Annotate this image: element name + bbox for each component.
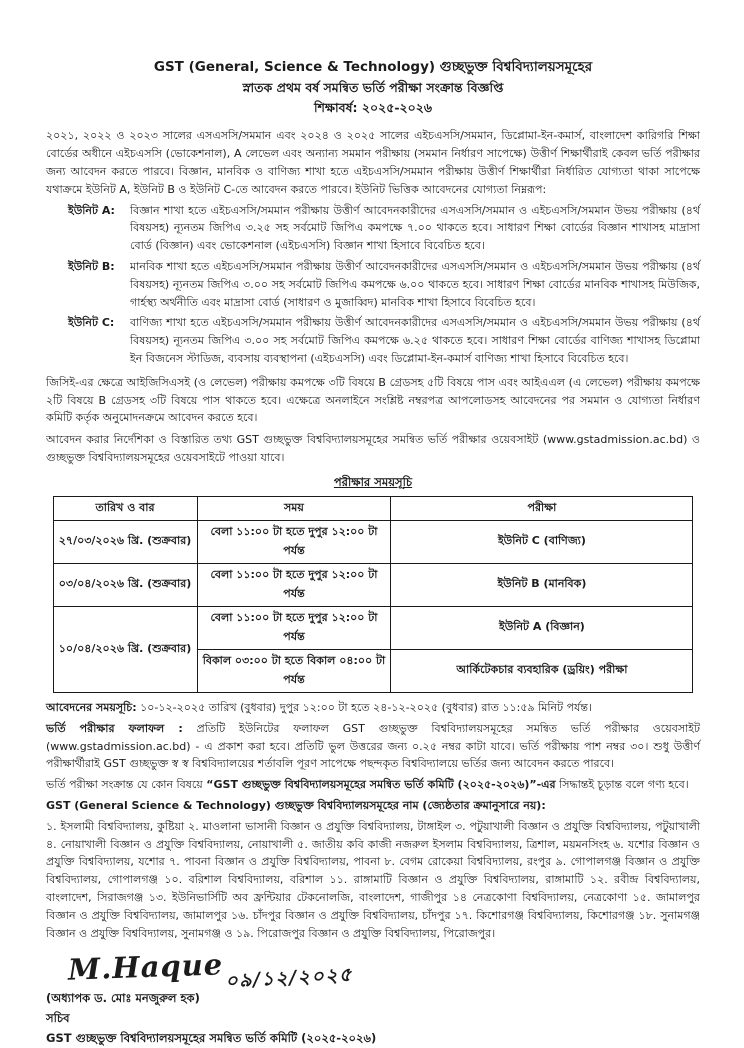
unit-c-text: বাণিজ্য শাখা হতে এইচএসসি/সমমান পরীক্ষায় উত্তীর্ণ আবেদনকারীদের এসএসসি/সমমান ও এইচএসসি/সমমান উভয় পরীক্ষায় (৪র্থ বিষয়সহ) ন্যূনতম জিপিএ ৩.০০ সহ সর্বমোট জিপিএ কমপক্ষে ৬.২৫ থাকতে হবে। সাধারণ শিক্ষা বোর্ডের বাণিজ্য শাখাসহ ডিপ্লোমা ইন বিজনেস স্টাডিজ, ব্যবসায় ব্যবস্থাপনা (এইচএসসি) এবং ডিপ্লোমা-ইন-কমার্স বাণিজ্য শাখা হিসাবে বিবেচিত হবে। — [130, 316, 700, 366]
unit-c-label: ইউনিট C: — [68, 316, 115, 330]
notice-title-line2: স্নাতক প্রথম বর্ষ সমন্বিত ভর্তি পরীক্ষা সংক্রান্ত বিজ্ঞপ্তি — [242, 80, 504, 96]
application-period-paragraph — [46, 699, 700, 717]
schedule-row-unit-b — [53, 563, 693, 606]
handwritten-signature — [46, 947, 700, 993]
schedule-header-exam: পরীক্ষা — [391, 496, 693, 520]
schedule-date-cell: ১০/০৪/২০২৬ খ্রি. (শুক্রবার) — [53, 606, 197, 692]
exam-schedule-title: পরীক্ষার সময়সূচি — [333, 474, 413, 489]
schedule-header-time: সময় — [197, 496, 391, 520]
signatory-designation: সচিব — [46, 1011, 70, 1025]
gce-requirement-paragraph: জিসিই-এর ক্ষেত্রে আইজিসিএসই (ও লেভেল) পরীক্ষায় কমপক্ষে ৩টি বিষয়ে B গ্রেডসহ ৫টি বিষয়ে পাস এবং আইএএল (এ লেভেল) পরীক্ষায় কমপক্ষে ২টি বিষয়ে B গ্রেডসহ ৩টি বিষয়ে পাস থাকতে হবে। এক্ষেত্রে অনলাইনে সংশ্লিষ্ট নম্বরপত্র আপলোডসহ আবেদনের পর সমমান ও যোগ্যতা নির্ধারণ কমিটি কর্তৃক অনুমোদনক্রমে আবেদন করতে হবে। — [46, 375, 700, 425]
schedule-time-cell: বিকাল ০৩:০০ টা হতে বিকাল ০৪:০০ টা পর্যন্ত — [197, 649, 391, 692]
application-period-lead: আবেদনের সময়সূচি: — [46, 700, 137, 714]
unit-a-requirement — [68, 202, 700, 255]
schedule-exam-cell: আর্কিটেকচার ব্যবহারিক (ড্রয়িং) পরীক্ষা — [391, 649, 693, 692]
result-info-text: প্রতিটি ইউনিটের ফলাফল GST গুচ্ছভুক্ত বিশ্ববিদ্যালয়সমূহের সমন্বিত ভর্তি পরীক্ষার ওয়েবসাইট (www.gstadmission.ac.bd) - এ প্রকাশ করা হবে। প্রতিটি ভুল উত্তরের জন্য ০.২৫ নম্বর কাটা যাবে। ভর্তি পরীক্ষায় পাশ নম্বর ৩০। শুধু উত্তীর্ণ পরীক্ষার্থীরাই GST গুচ্ছভুক্ত স্ব স্ব বিশ্ববিদ্যালয়ের শর্তাবলি পূরণ সাপেক্ষে পছন্দকৃত বিশ্ববিদ্যালয়ে ভর্তির জন্য আবেদন করতে পারবে। — [46, 721, 700, 771]
schedule-header-row — [53, 496, 693, 520]
result-info-paragraph — [46, 720, 700, 773]
schedule-time-cell: বেলা ১১:০০ টা হতে দুপুর ১২:০০ টা পর্যন্ত — [197, 606, 391, 649]
schedule-header-date: তারিখ ও বার — [53, 496, 197, 520]
exam-schedule-section — [46, 474, 700, 693]
schedule-date-cell: ২৭/০৩/২০২৬ খ্রি. (শুক্রবার) — [53, 520, 197, 563]
schedule-row-unit-a — [53, 606, 693, 649]
signature-script: M.Haque — [67, 947, 224, 988]
admission-notice-document — [46, 56, 700, 1048]
notice-header — [46, 56, 700, 118]
unit-b-label: ইউনিট B: — [68, 259, 115, 273]
schedule-exam-cell: ইউনিট C (বাণিজ্য) — [391, 520, 693, 563]
signatory-name: (অধ্যাপক ড. মোঃ মনজুরুল হক) — [46, 991, 200, 1006]
result-info-lead: ভর্তি পরীক্ষার ফলাফল : — [46, 721, 183, 735]
schedule-time-cell: বেলা ১১:০০ টা হতে দুপুর ১২:০০ টা পর্যন্ত — [197, 520, 391, 563]
unit-a-label: ইউনিট A: — [68, 203, 115, 217]
unit-b-text: মানবিক শাখা হতে এইচএসসি/সমমান পরীক্ষায় উত্তীর্ণ আবেদনকারীদের এসএসসি/সমমান ও এইচএসসি/সমমান উভয় পরীক্ষায় (৪র্থ বিষয়সহ) ন্যূনতম জিপিএ ৩.০০ সহ সর্বমোট জিপিএ কমপক্ষে ৬.০০ থাকতে হবে। সাধারণ শিক্ষা বোর্ডের মানবিক শাখাসহ মিউজিক, গার্হস্থ্য অর্থনীতি এবং মাদ্রাসা বোর্ড (সাধারণ ও মুজাব্বিদ) মানবিক শাখা হিসাবে বিবেচিত হবে। — [130, 259, 700, 309]
unit-b-requirement — [68, 258, 700, 311]
committee-decision-paragraph — [46, 776, 700, 794]
schedule-exam-cell: ইউনিট A (বিজ্ঞান) — [391, 606, 693, 649]
committee-decision-pre: ভর্তি পরীক্ষা সংক্রান্ত যে কোন বিষয়ে — [46, 778, 207, 792]
schedule-exam-cell: ইউনিট B (মানবিক) — [391, 563, 693, 606]
application-period-text: ১০-১২-২০২৫ তারিখ (বুধবার) দুপুর ১২:০০ টা হতে ২৪-১২-২০২৫ (বুধবার) রাত ১১:৫৯ মিনিট পর্যন্ত। — [136, 700, 592, 714]
committee-decision-bold: “GST গুচ্ছভুক্ত বিশ্ববিদ্যালয়সমূহের সমন্বিত ভর্তি কমিটি (২০২৫-২০২৬)”-এর — [206, 778, 556, 792]
unit-a-text: বিজ্ঞান শাখা হতে এইচএসসি/সমমান পরীক্ষায় উত্তীর্ণ আবেদনকারীদের এসএসসি/সমমান ও এইচএসসি/সমমান উভয় পরীক্ষায় (৪র্থ বিষয়সহ) ন্যূনতম জিপিএ ৩.২৫ সহ সর্বমোট জিপিএ কমপক্ষে ৭.০০ থাকতে হবে। সাধারণ শিক্ষা বোর্ডের বিজ্ঞান শাখাসহ মাদ্রাসা বোর্ড (বিজ্ঞান) এবং ভোকেশনাল (এইচএসসি) বিজ্ঞান শাখা হিসাবে বিবেচিত হবে। — [130, 203, 700, 253]
schedule-date-cell: ০৩/০৪/২০২৬ খ্রি. (শুক্রবার) — [53, 563, 197, 606]
signatory-committee: GST গুচ্ছভুক্ত বিশ্ববিদ্যালয়সমূহের সমন্বিত ভর্তি কমিটি (২০২৫-২০২৬) — [46, 1030, 377, 1045]
notice-title-line1: GST (General, Science & Technology) গুচ্ছভুক্ত বিশ্ববিদ্যালয়সমূহের — [153, 59, 593, 75]
signature-date: ০৯/১২/২০২৫ — [224, 964, 354, 993]
schedule-row-unit-c — [53, 520, 693, 563]
website-info-paragraph: আবেদন করার নির্দেশিকা ও বিস্তারিত তথ্য GST গুচ্ছভুক্ত বিশ্ববিদ্যালয়সমূহের সমন্বিত ভর্তি পরীক্ষার ওয়েবসাইট (www.gstadmission.ac.bd) ও গুচ্ছভুক্ত বিশ্ববিদ্যালয়সমূহের ওয়েবসাইটে পাওয়া যাবে। — [46, 433, 700, 465]
exam-schedule-table — [53, 496, 694, 693]
unit-c-requirement — [68, 314, 700, 367]
notice-academic-year: শিক্ষাবর্ষ: ২০২৫-২০২৬ — [313, 100, 433, 116]
universities-list: ১. ইসলামী বিশ্ববিদ্যালয়, কুষ্টিয়া ২. মাওলানা ভাসানী বিজ্ঞান ও প্রযুক্তি বিশ্ববিদ্যালয়, টাঙ্গাইল ৩. পটুয়াখালী বিজ্ঞান ও প্রযুক্তি বিশ্ববিদ্যালয়, পটুয়াখালী ৪. নোয়াখালী বিজ্ঞান ও প্রযুক্তি বিশ্ববিদ্যালয়, নোয়াখালী ৫. জাতীয় কবি কাজী নজরুল ইসলাম বিশ্ববিদ্যালয়, ত্রিশাল, ময়মনসিংহ ৬. যশোর বিজ্ঞান ও প্রযুক্তি বিশ্ববিদ্যালয়, যশোর ৭. পাবনা বিজ্ঞান ও প্রযুক্তি বিশ্ববিদ্যালয়, পাবনা ৮. বেগম রোকেয়া বিশ্ববিদ্যালয়, রংপুর ৯. গোপালগঞ্জ বিজ্ঞান ও প্রযুক্তি বিশ্ববিদ্যালয়, গোপালগঞ্জ ১০. বরিশাল বিশ্ববিদ্যালয়, বরিশাল ১১. রাঙ্গামাটি বিজ্ঞান ও প্রযুক্তি বিশ্ববিদ্যালয়, রাঙ্গামাটি ১২. রবীন্দ্র বিশ্ববিদ্যালয়, বাংলাদেশ, সিরাজগঞ্জ ১৩. ইউনিভার্সিটি অব ফ্রন্টিয়ার টেকনোলজি, বাংলাদেশ, গাজীপুর ১৪ নেত্রকোণা বিশ্ববিদ্যালয়, নেত্রকোণা ১৫. জামালপুর বিজ্ঞান ও প্রযুক্তি বিশ্ববিদ্যালয়, জামালপুর ১৬. চাঁদপুর বিজ্ঞান ও প্রযুক্তি বিশ্ববিদ্যালয়, চাঁদপুর ১৭. কিশোরগঞ্জ বিশ্ববিদ্যালয়, কিশোরগঞ্জ ১৮. সুনামগঞ্জ বিজ্ঞান ও প্রযুক্তি বিশ্ববিদ্যালয়, সুনামগঞ্জ ও ১৯. পিরোজপুর বিজ্ঞান ও প্রযুক্তি বিশ্ববিদ্যালয়, পিরোজপুর। — [46, 819, 700, 940]
universities-heading: GST (General Science & Technology) গুচ্ছভুক্ত বিশ্ববিদ্যালয়সমূহের নাম (জ্যেষ্ঠতার ক্রমানুসারে নয়): — [46, 798, 546, 812]
committee-decision-post: সিদ্ধান্তই চূড়ান্ত বলে গণ্য হবে। — [555, 778, 689, 792]
eligibility-intro-paragraph: ২০২১, ২০২২ ও ২০২৩ সালের এসএসসি/সমমান এবং ২০২৪ ও ২০২৫ সালের এইচএসসি/সমমান, ডিপ্লোমা-ইন-কমার্স, বাংলাদেশ কারিগরি শিক্ষা বোর্ডের অধীনে এইচএসসি (ভোকেশনাল), A লেভেল এবং অন্যান্য সমমান পরীক্ষায় (সমমান নির্ধারণ সাপেক্ষে) উত্তীর্ণ শিক্ষার্থীরাই কেবল ভর্তি পরীক্ষার জন্য আবেদন করতে পারবে। বিজ্ঞান, মানবিক ও বাণিজ্য শাখা হতে এইচএসসি/সমমান পরীক্ষায় উত্তীর্ণ শিক্ষার্থীরা নির্ধারিত যোগ্যতা থাকা সাপেক্ষে যথাক্রমে ইউনিট A, ইউনিট B ও ইউনিট C-তে আবেদন করতে পারবে। ইউনিট ভিত্তিক আবেদনের যোগ্যতা নিম্নরূপ: — [46, 129, 700, 196]
schedule-time-cell: বেলা ১১:০০ টা হতে দুপুর ১২:০০ টা পর্যন্ত — [197, 563, 391, 606]
signature-block — [46, 947, 700, 1048]
